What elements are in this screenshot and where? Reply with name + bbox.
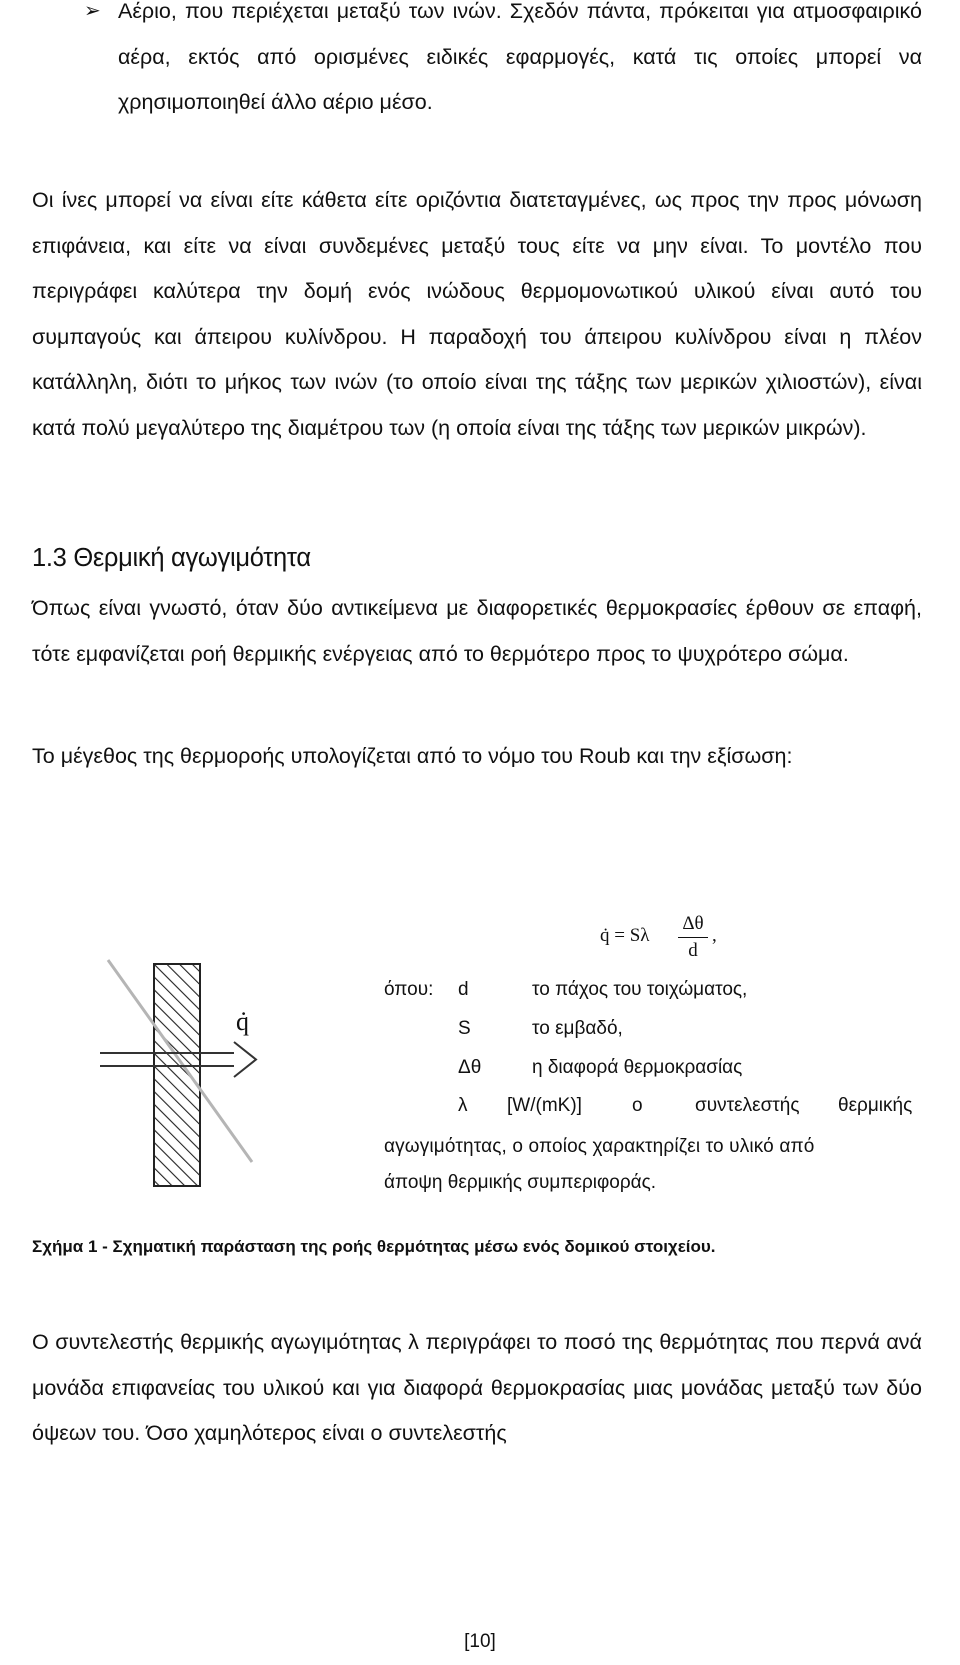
def-lambda-line2: αγωγιμότητας, ο οποίος χαρακτηρίζει το υλικό από: [384, 1136, 815, 1157]
section-heading: 1.3 Θερμική αγωγιμότητα: [32, 544, 311, 572]
paragraph-lambda: Ο συντελεστής θερμικής αγωγιμότητας λ περιγράφει το ποσό της θερμότητας που περνά ανά μονάδα επιφανείας του υλικού και για διαφορά θερμοκρασίας μιας μονάδας μεταξύ των δύο όψεων του. Όσο χαμηλότερος είναι ο συντελεστής: [32, 1330, 922, 1445]
def-lambda-word-o: ο: [632, 1095, 643, 1116]
def-symbol-lambda: λ: [458, 1095, 468, 1116]
def-meaning-s: το εμβαδό,: [532, 1018, 623, 1039]
where-label: όπου:: [384, 979, 434, 1000]
paragraph-contact: Όπως είναι γνωστό, όταν δύο αντικείμενα με διαφορετικές θερμοκρασίες έρθουν σε επαφή, τότε εμφανίζεται ροή θερμικής ενέργειας από το θερμότερο προς το ψυχρότερο σώμα.: [32, 596, 922, 666]
wall-diagram: [0, 900, 360, 1210]
paragraph-roub: Το μέγεθος της θερμοροής υπολογίζεται από το νόμο του Roub και την εξίσωση:: [32, 744, 793, 768]
bullet-item-air: Αέριο, που περιέχεται μεταξύ των ινών. Σχεδόν πάντα, πρόκειται για ατμοσφαιρικό αέρα, εκτός από ορισμένες ειδικές εφαρμογές, κατά τις οποίες μπορεί να χρησιμοποιηθεί άλλο αέριο μέσο.: [118, 0, 922, 114]
def-symbol-s: S: [458, 1018, 471, 1039]
formula-denominator: d: [688, 940, 698, 961]
fraction-bar: [678, 937, 708, 938]
heat-flow-figure: [0, 900, 960, 1210]
def-lambda-word-coeff: συντελεστής: [695, 1095, 800, 1116]
bullet-arrow-icon: ➢: [84, 0, 101, 22]
figure-caption: Σχήμα 1 - Σχηματική παράσταση της ροής θερμότητας μέσω ενός δομικού στοιχείου.: [32, 1237, 716, 1256]
flow-symbol: q̇: [236, 1007, 249, 1036]
def-meaning-dtheta: η διαφορά θερμοκρασίας: [532, 1057, 743, 1078]
def-meaning-d: το πάχος του τοιχώματος,: [532, 979, 748, 1000]
hatched-wall: [154, 964, 200, 1186]
def-lambda-unit: [W/(mK)]: [507, 1095, 582, 1116]
formula-fraction: [678, 913, 708, 962]
def-symbol-d: d: [458, 979, 469, 1000]
formula-lhs: q̇ = Sλ: [600, 925, 650, 946]
def-lambda-word-thermal: θερμικής: [838, 1095, 913, 1116]
formula-comma: ,: [712, 925, 717, 946]
def-symbol-dtheta: Δθ: [458, 1057, 482, 1078]
def-lambda-line3: άποψη θερμικής συμπεριφοράς.: [384, 1172, 657, 1193]
formula-numerator: Δθ: [682, 913, 704, 934]
paragraph-fibers: Οι ίνες μπορεί να είναι είτε κάθετα είτε οριζόντια διατεταγμένες, ως προς την προς μόνωση επιφάνεια, και είτε να είναι συνδεμένες μεταξύ τους είτε να μην είναι. Το μοντέλο που περιγράφει καλύτερα την δομή ενός ινώδους θερμομονωτικού υλικού είναι αυτό του συμπαγούς και άπειρου κυλίνδρου. Η παραδοχή του άπειρου κυλίνδρου είναι η πλέον κατάλληλη, διότι το μήκος των ινών (το οποίο είναι της τάξης των μερικών χιλιοστών), είναι κατά πολύ μεγαλύτερο της διαμέτρου των (η οποία είναι της τάξης των μερικών μικρών).: [32, 188, 922, 440]
page-number: [10]: [464, 1631, 496, 1652]
